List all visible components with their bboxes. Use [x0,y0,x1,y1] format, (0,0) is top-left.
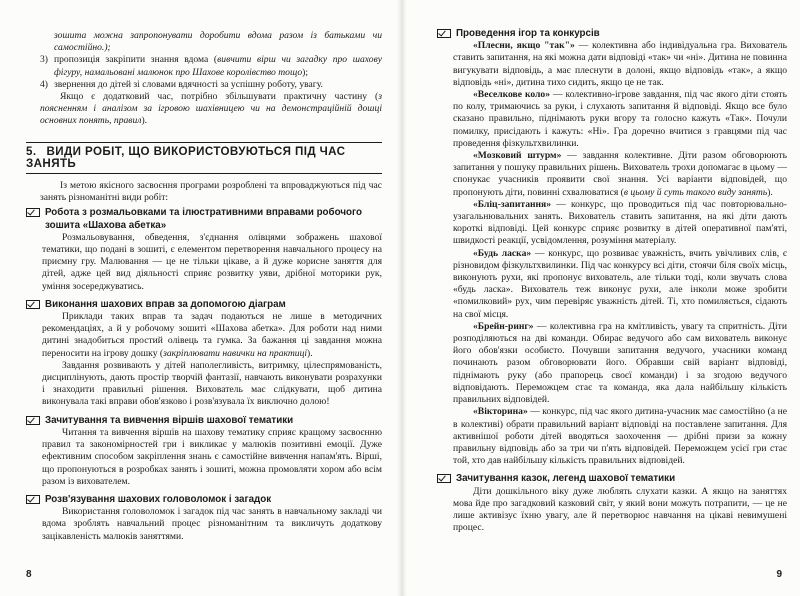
checkbox-icon [437,474,451,483]
book-gutter [397,0,407,596]
block-paragraph: Розмальовування, обведення, з'єднання олівцями зображень шахової тематики, що подані в зошиті, є елементом перетворення навчального процесу на приємну гру. Малювання — це не тільки цікаве, а й дуже корисне заняття для дітей, адже цей вид діяльності сприяє розвитку уяви, дрібної моторики рук, уміння зосереджуватись. [42,231,382,292]
games-heading: Проведення ігор та конкурсів [437,28,787,40]
checkbox-icon [26,416,40,425]
game-description: «Веселкове коло» — колективно-ігрове завдання, під час якого діти стоять по колу, тримаючись за руки, і слухають запитання й відповіді. Якщо все було сказано правильно, піднімають руки вгору та голосно кажуть «Так». Почули помилку, присідають і кажуть: «Ні». Гра доречно вчитися з гравцями під час проведення фізкультхвилинки. [453,89,787,149]
list-number: 3) [40,54,48,66]
right-column [437,25,787,534]
game-name: «Веселкове коло» [473,89,551,101]
game-name: «Бліц-запитання» [473,198,552,210]
right-page [407,0,800,596]
game-description: «Плесни, якщо "так"» — колективна або індивідуальна гра. Вихователь ставить запитання, на які можна дати відповіді «так» чи «ні». Дитина не повинна вигукувати відповідь, а має плеснути в долоні, якщо відповідь «так», а якщо відповідь «ні», дитина тихо сидить, якщо це не так. [453,40,787,88]
checkbox-icon [26,495,40,504]
game-name: «Плесни, якщо "так"» [473,40,575,52]
left-column [26,30,382,543]
game-name: «Вікторина» [473,406,528,418]
page-number: 9 [776,569,782,580]
tales-paragraph: Діти дошкільного віку дуже люблять слухати казки. А якщо на заняттях мова йде про загадковий казковий світ, у який вони можуть потрапити, — це не лише активізує їхню увагу, але й перетворює навчання на цікаві невимушені процес. [453,485,787,534]
block-paragraph: Використання головоломок і загадок під час занять в навчальному закладі чи вдома зроблять навчальний процес різноманітним та викличуть додаткову зацікавленість малюків заняттями. [42,506,382,542]
section-heading [26,142,382,174]
checkbox-icon [437,29,451,38]
section-number: 5. [26,144,37,158]
game-description: «Будь ласка» — конкурс, що розвиває уважність, вчить увічливих слів, є різновидом фізкультхвилинки. Під час конкурсу всі діти, стоячи біля своїх місць, виконують рухи, які пропонує вихователь, але тільки тоді, коли звучать слова «будь ласка». Вихователь теж виконує рухи, але інколи може зробити «помилковий» рух, чим перевіряє уважність дітей. Ті, хто помиляється, сідають на свої місця. [453,247,787,320]
block-paragraph: Приклади таких вправ та задач подаються не лише в методичних рекомендаціях, а й у робочому зошиті «Шахова абетка». Для роботи над ними дитині знадобиться простий олівець та гумка. За бажання ці завдання можна переносити на ігрову дошку (закріплювати навички на практиці). [42,311,382,359]
block-paragraph: Завдання розвивають у дітей наполегливість, витримку, цілеспрямованість, дисциплінують, дають простір творчій фантазії, навчають виконувати розрахунки і знаходити правильні рішення. Вихователь має слідкувати, щоб дитина виконувала такі вправи обов'язково і розв'язувала їх виключно долою! [42,359,382,408]
game-name: «Мозковий штурм» [473,150,562,162]
checkbox-icon [26,208,40,217]
game-name: «Будь ласка» [473,247,532,259]
game-description: «Мозковий штурм» — завдання колективне. Діти разом обговорюють запитання у пошуку правильних рішень. Вихователь трохи допомагає в цьому — спонукає учасників проявити свої знання. Усі варіанти відповідей, що пропонують діти, повинні схвалюватися (в цьому й суть такого виду занять). [453,150,787,198]
block-heading: Розв'язування шахових головоломок і загадок [26,494,382,506]
list-number: 4) [40,78,48,90]
block-heading: Робота з розмальовками та ілюстративними вправами робочого зошита «Шахова абетка» [26,207,382,231]
list-item-4: 4) звернення до дітей зі словами вдячності за успішну роботу, увагу. [40,78,323,90]
page-number: 8 [26,569,32,580]
game-description: «Брейн-ринг» — колективна гра на кмітливість, увагу та спритність. Діти розподіляються на дві команди. Обирає ведучого або сам вихователь виконує його обов'язки особисто. Почувши запитання ведучого, учасники команд починають разом обговорювати його. Обравши свій варіант відповіді, піднімають руку (або прапорець своєї команди) і за згодою ведучого відповідають. Переможцем стає та команда, яка дала найбільшу кількість правильних відповідей. [453,320,787,406]
game-name: «Брейн-ринг» [473,320,534,332]
intro-continuation: зошита можна запропонувати доробити вдома разом із батьками чи самостійно.); [54,30,382,54]
checkbox-icon [26,300,40,309]
section-intro: Із метою якісного засвоєння програми розроблені та впроваджуються під час занять різноманітні види робіт: [40,180,382,204]
block-heading: Зачитування та вивчення віршів шахової тематики [26,415,382,427]
list-item-3: 3) пропозиція закріпити знання вдома (вивчити вірш чи загадку про шахову фігуру, намальовані малюнок про Шахове королівство тощо); [40,54,382,78]
tales-heading: Зачитування казок, легенд шахової тематики [437,473,787,485]
section-title: ВИДИ РОБІТ, ЩО ВИКОРИСТОВУЮТЬСЯ ПІД ЧАС ЗАНЯТЬ [26,144,346,170]
game-description: «Бліц-запитання» — конкурс, що проводиться під час повторювально-узагальнювальних занять. Вихователь ставить запитання, на які діти дають короткі відповіді. Цей конкурс сприяє розвитку в дітей оперативної пам'яті, швидкості реакції, усвідомлення, розуміння матеріалу. [453,198,787,247]
extra-time-note: Якщо є додатковий час, потрібно збільшувати практичну частину (з поясненням і аналізом за ігровою шахівницею чи на демонстраційній дошці основних понять, правил). [40,91,382,127]
block-heading: Виконання шахових вправ за допомогою діаграм [26,299,382,311]
block-paragraph: Читання та вивчення віршів на шахову тематику сприяє кращому засвоєнню правил та закономірностей гри і викликає у малюків позитивні емоції. Дуже ефективним способом закріплення знань є самостійне вивчення напам'ять. Вірші, що пропонуються в розробках занять і зошиті, можна промовляти хором або всім разом із вихователем. [42,426,382,487]
game-description: «Вікторина» — конкурс, під час якого дитина-учасник має самостійно (а не в колективі) обрати правильний варіант відповіді на поставлене запитання. Для активнішої роботи дітей вводяться заохочення — дрібні призи за кожну правильну відповідь або за три чи п'ять відповідей. Переможцем усієї гри стає той, хто дав найбільшу кількість правильних відповідей. [453,406,787,467]
left-page [0,0,397,596]
